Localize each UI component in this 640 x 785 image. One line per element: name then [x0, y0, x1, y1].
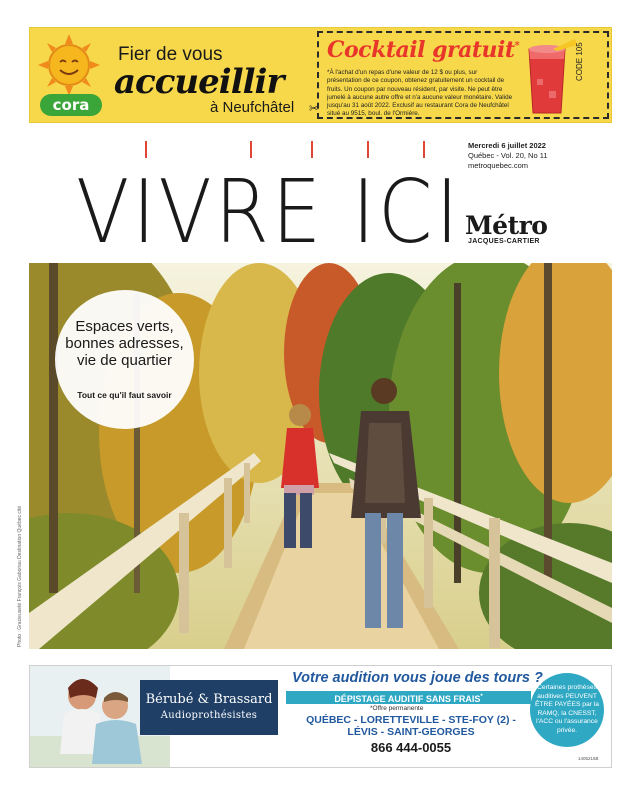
company-name: Bérubé & Brassard: [145, 692, 273, 707]
tick-mark: [311, 141, 313, 158]
tick-mark: [145, 141, 147, 158]
ad-cities: QUÉBEC - LORETTEVILLE - STE-FOY (2) - LÉVIS - SAINT-GEORGES: [306, 714, 516, 738]
coupon-title-mark: *: [514, 40, 520, 52]
ad-line-2: accueillir: [114, 62, 284, 102]
metro-logo-sub: JACQUES-CARTIER: [468, 238, 540, 245]
cora-logo: cora: [40, 94, 102, 116]
ad-permanent-note: *Offre permanente: [370, 705, 424, 712]
company-sub: Audioprothésistes: [160, 710, 258, 721]
ad-banner-mark: *: [480, 694, 483, 700]
website-link[interactable]: metroquebec.com: [468, 161, 529, 170]
issue-meta: [468, 141, 548, 171]
photo-credit: Photo : Gracieuseté François Gaboriau Destination Québec cité: [17, 505, 23, 647]
coverage-badge: Certaines prothèses auditives PEUVENT ÊTRE PAYÉES par la RAMQ, la CNESST, l'ACC ou l'assurance privée.: [530, 673, 604, 747]
scissors-icon: ✂: [309, 103, 319, 115]
page-title: VIVRE ICI: [76, 162, 462, 264]
tick-mark: [250, 141, 252, 158]
issue-date: Mercredi 6 juillet 2022: [468, 141, 546, 150]
ad-banner: DÉPISTAGE AUDITIF SANS FRAIS*: [286, 691, 531, 704]
issue-volume: Québec - Vol. 20, No 11: [468, 151, 548, 160]
metro-logo: Métro: [465, 211, 548, 240]
tick-mark: [367, 141, 369, 158]
feature-headline: Espaces verts, bonnes adresses, vie de quartier: [65, 318, 184, 369]
ad-headline: Votre audition vous joue des tours ?: [292, 670, 543, 686]
sun-logo-icon: [38, 34, 100, 96]
ad-line-3: à Neufchâtel: [210, 99, 295, 116]
audiology-ad[interactable]: [29, 665, 612, 768]
coupon-text: *À l'achat d'un repas d'une valeur de 12 $ ou plus, sur présentation de ce coupon, obtenez gratuitement un cocktail de fruits. Un coupon par nouveau résident, par visite. Ne peut être jumelé à aucune autre offre et n'a aucune valeur monétaire. Valide jusqu'au 31 août 2022. Exclusif au restaurant Cora de Neufchâtel situé au 9515, boul. de l'Ormière.: [327, 69, 513, 118]
cocktail-glass-icon: [515, 39, 579, 117]
tick-mark: [423, 141, 425, 158]
ad-line-1: Fier de vous: [118, 44, 223, 65]
ad-code: 1405215B: [578, 756, 599, 761]
coupon-title: Cocktail gratuit*: [327, 37, 520, 63]
feature-bubble[interactable]: [55, 290, 194, 429]
coupon-code: CODE 105: [575, 42, 584, 81]
company-logo: [140, 680, 278, 735]
ad-phone[interactable]: 866 444-0055: [370, 740, 452, 755]
cora-ad[interactable]: [29, 27, 612, 123]
coupon[interactable]: [317, 31, 609, 119]
feature-subhead: Tout ce qu'il faut savoir: [77, 390, 172, 400]
